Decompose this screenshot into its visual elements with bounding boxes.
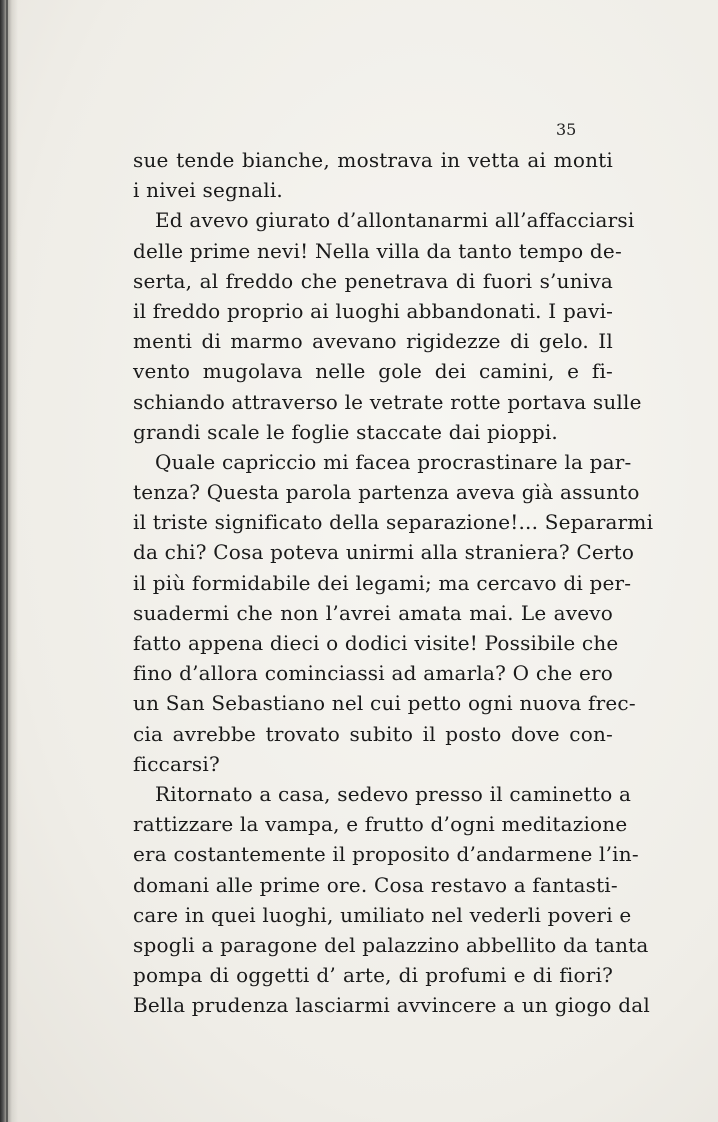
text-line: un San Sebastiano nel cui petto ogni nuova frec- bbox=[133, 691, 636, 716]
text-line: da chi? Cosa poteva unirmi alla straniera? Certo bbox=[133, 540, 635, 565]
book-spine-edge bbox=[6, 0, 8, 1122]
book-spine-shadow bbox=[0, 0, 18, 1122]
text-line: tenza? Questa parola partenza aveva già assunto bbox=[133, 480, 640, 505]
body-text bbox=[133, 145, 654, 1020]
text-line: grandi scale le foglie staccate dai pioppi. bbox=[133, 419, 558, 444]
text-line: spogli a paragone del palazzino abbellito da tanta bbox=[133, 932, 649, 957]
text-line: suadermi che non l’avrei amata mai. Le avevo bbox=[133, 600, 613, 625]
text-line: delle prime nevi! Nella villa da tanto tempo de- bbox=[133, 238, 622, 263]
text-line: Ed avevo giurato d’allontanarmi all’affacciarsi bbox=[155, 208, 635, 233]
text-line: menti di marmo avevano rigidezze di gelo. Il bbox=[133, 329, 613, 354]
text-line: fatto appena dieci o dodici visite! Possibile che bbox=[133, 631, 619, 655]
text-line: fino d’allora cominciassi ad amarla? O che ero bbox=[133, 661, 613, 686]
text-line: domani alle prime ore. Cosa restavo a fantasti- bbox=[133, 872, 618, 897]
text-line: sue tende bianche, mostrava in vetta ai monti bbox=[133, 148, 613, 172]
text-line: il triste significato della separazione!... Separarmi bbox=[133, 510, 654, 535]
text-line: il più formidabile dei legami; ma cercavo di per- bbox=[133, 570, 632, 595]
text-line: ficcarsi? bbox=[133, 751, 220, 776]
text-line: il freddo proprio ai luoghi abbandonati. I pavi- bbox=[133, 298, 614, 323]
page-number: 35 bbox=[556, 120, 577, 139]
text-line: vento mugolava nelle gole dei camini, e fi- bbox=[133, 359, 613, 384]
text-line: Bella prudenza lasciarmi avvincere a un giogo dal bbox=[133, 993, 650, 1018]
text-line: schiando attraverso le vetrate rotte portava sulle bbox=[133, 389, 642, 414]
text-line: i nivei segnali. bbox=[133, 178, 283, 203]
text-line: Quale capriccio mi facea procrastinare la par- bbox=[155, 449, 632, 474]
text-line: serta, al freddo che penetrava di fuori s’univa bbox=[133, 268, 613, 293]
text-line: era costantemente il proposito d’andarmene l’in- bbox=[133, 842, 639, 867]
text-line: care in quei luoghi, umiliato nel vederli poveri e bbox=[133, 902, 632, 927]
text-line: rattizzare la vampa, e frutto d’ogni meditazione bbox=[133, 812, 628, 837]
text-line: Ritornato a casa, sedevo presso il caminetto a bbox=[155, 781, 632, 806]
text-line: cia avrebbe trovato subito il posto dove con- bbox=[133, 721, 613, 746]
text-line: pompa di oggetti d’ arte, di profumi e di fiori? bbox=[133, 963, 613, 988]
